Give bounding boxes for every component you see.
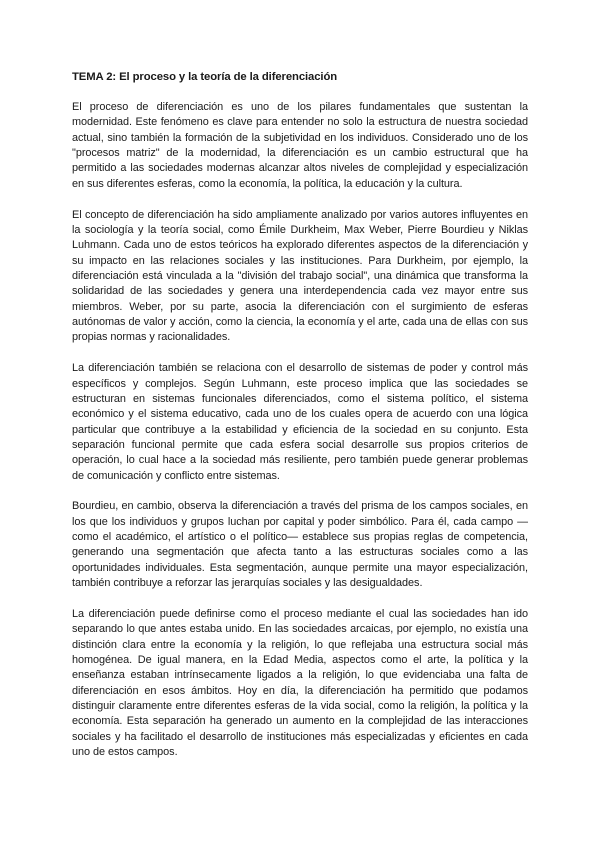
paragraph: La diferenciación también se relaciona con el desarrollo de sistemas de poder y control más específicos y complejos. Según Luhmann, este proceso implica que las sociedades se estructuran en sistemas funcionales diferenciados, como el sistema político, el sistema económico y el sistema educativo, cada uno de los cuales opera de acuerdo con una lógica particular que contribuye a la estabilidad y eficiencia de la sociedad en su conjunto. Esta separación funcional permite que cada esfera social desarrolle sus propios criterios de operación, lo cual hace a la sociedad más resiliente, pero también puede generar problemas de comunicación y conflicto entre sistemas. <box>72 362 528 482</box>
paragraph: El proceso de diferenciación es uno de los pilares fundamentales que sustentan la modernidad. Este fenómeno es clave para entender no solo la estructura de nuestra sociedad actual, sino también la formación de la subjetividad en los individuos. Considerado uno de los "procesos matriz" de la modernidad, la diferenciación es un cambio estructural que ha permitido a las sociedades modernas alcanzar altos niveles de complejidad y especialización en sus diferentes esferas, como la economía, la política, la educación y la cultura. <box>72 101 528 190</box>
document-page <box>72 70 528 776</box>
document-title: TEMA 2: El proceso y la teoría de la diferenciación <box>72 71 338 83</box>
paragraph: La diferenciación puede definirse como el proceso mediante el cual las sociedades han ido separando lo que antes estaba unido. En las sociedades arcaicas, por ejemplo, no existía una distinción clara entre la economía y la religión, lo que reflejaba una estructura social más homogénea. De igual manera, en la Edad Media, aspectos como el arte, la política y la enseñanza estaban intrínsecamente ligados a la religión, lo que evidenciaba una falta de diferenciación en esos ámbitos. Hoy en día, la diferenciación ha permitido que podamos distinguir claramente entre diferentes esferas de la vida social, como la religión, la política y la economía. Esta separación ha generado un aumento en la complejidad de las interacciones sociales y ha facilitado el desarrollo de instituciones más especializadas y eficientes en cada uno de estos campos. <box>72 607 528 759</box>
paragraph: Bourdieu, en cambio, observa la diferenciación a través del prisma de los campos sociales, en los que los individuos y grupos luchan por capital y poder simbólico. Para él, cada campo —como el académico, el artístico o el político— establece sus propias reglas de competencia, generando una segmentación que afecta tanto a las estructuras sociales como a las oportunidades individuales. Esta segmentación, aunque permite una mayor especialización, también contribuye a reforzar las jerarquías sociales y las desigualdades. <box>72 500 528 590</box>
paragraph: El concepto de diferenciación ha sido ampliamente analizado por varios autores influyentes en la sociología y la teoría social, como Émile Durkheim, Max Weber, Pierre Bourdieu y Niklas Luhmann. Cada uno de estos teóricos ha explorado diferentes aspectos de la diferenciación y su impacto en las relaciones sociales y las instituciones. Para Durkheim, por ejemplo, la diferenciación está vinculada a la "división del trabajo social", una dinámica que transforma la solidaridad de las sociedades y genera una interdependencia cada vez mayor entre sus miembros. Weber, por su parte, asocia la diferenciación con el surgimiento de esferas autónomas de valor y acción, como la ciencia, la economía y el arte, cada una de ellas con sus propias normas y racionalidades. <box>72 208 528 344</box>
